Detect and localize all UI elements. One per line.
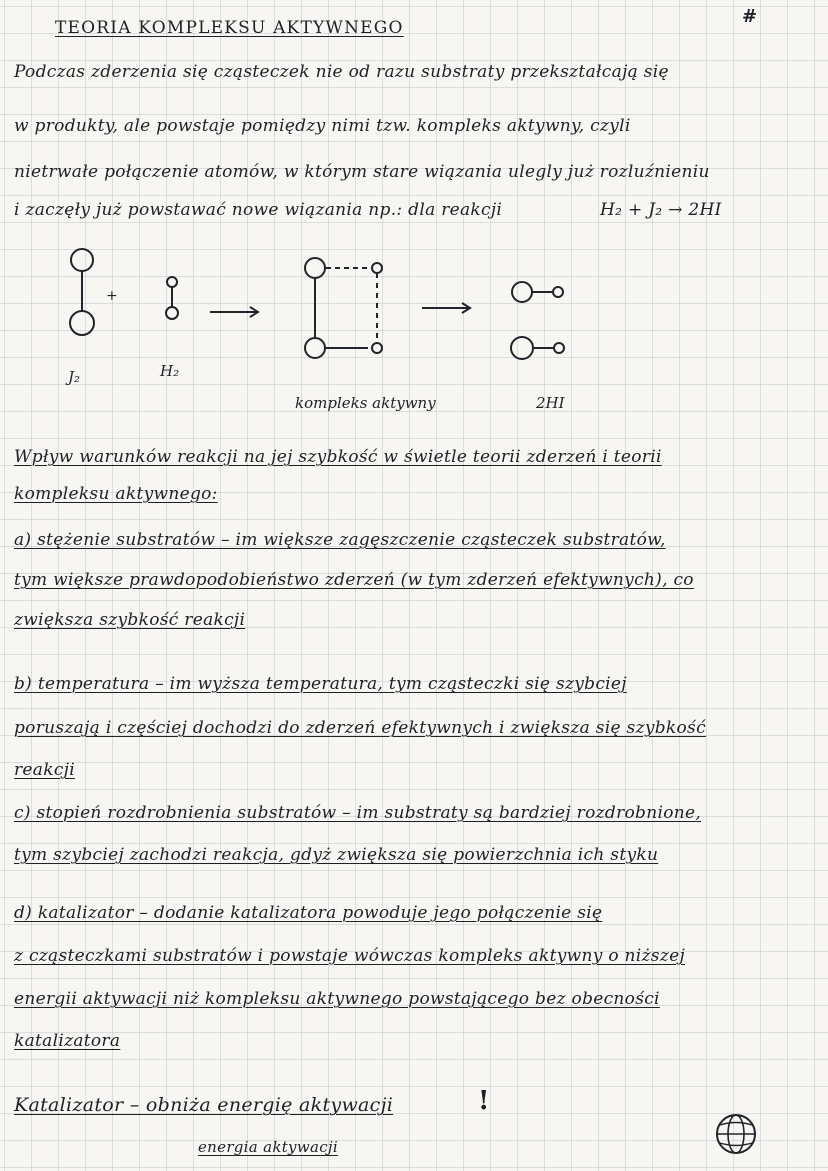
activated-complex xyxy=(305,258,382,358)
conclusion-mark: ! xyxy=(478,1086,490,1116)
factor-line: poruszają i częściej dochodzi do zderzeń efektywnych i zwiększa się szybkość xyxy=(14,718,706,738)
intro-line: w produkty, ale powstaje pomiędzy nimi tzw. kompleks aktywny, czyli xyxy=(14,116,631,136)
hi-molecule xyxy=(511,337,564,359)
intro-line: Podczas zderzenia się cząsteczek nie od razu substraty przekształcają się xyxy=(14,62,669,82)
section-intro-line: Wpływ warunków reakcji na jej szybkość w świetle teorii zderzeń i teorii xyxy=(14,447,662,467)
reaction-diagram xyxy=(50,240,670,420)
factor-line: z cząsteczkami substratów i powstaje wówczas kompleks aktywny o niższej xyxy=(14,946,686,966)
factor-line: energii aktywacji niż kompleksu aktywnego powstającego bez obecności xyxy=(14,989,660,1009)
label-product: 2HI xyxy=(536,394,565,412)
h2-molecule xyxy=(166,277,178,319)
arrow-icon xyxy=(210,307,258,317)
conclusion: Katalizator – obniża energię aktywacji xyxy=(14,1094,394,1116)
factor-line: tym szybciej zachodzi reakcja, gdyż zwiększa się powierzchnia ich styku xyxy=(14,845,659,865)
page-title: TEORIA KOMPLEKSU AKTYWNEGO xyxy=(55,18,404,38)
plus-sign: + xyxy=(106,288,118,304)
factor-line: tym większe prawdopodobieństwo zderzeń (w tym zderzeń efektywnych), co xyxy=(14,570,694,590)
factor-line: a) stężenie substratów – im większe zagęszczenie cząsteczek substratów, xyxy=(14,530,666,550)
globe-stamp-icon xyxy=(712,1110,760,1158)
j2-molecule xyxy=(70,249,94,335)
factor-line: d) katalizator – dodanie katalizatora powoduje jego połączenie się xyxy=(14,903,603,923)
section-intro-line: kompleksu aktywnego: xyxy=(14,484,218,504)
bottom-note: energia aktywacji xyxy=(198,1138,338,1156)
factor-line: c) stopień rozdrobnienia substratów – im substraty są bardziej rozdrobnione, xyxy=(14,803,702,823)
equation: H₂ + J₂ → 2HI xyxy=(600,200,722,220)
factor-line: b) temperatura – im wyższa temperatura, tym cząsteczki się szybciej xyxy=(14,674,627,694)
factor-line: zwiększa szybkość reakcji xyxy=(14,610,246,630)
factor-line: katalizatora xyxy=(14,1031,121,1051)
factor-line: reakcji xyxy=(14,760,75,780)
label-j2: J₂ xyxy=(68,368,81,386)
corner-mark: # xyxy=(742,6,758,27)
intro-line: nietrwałe połączenie atomów, w którym stare wiązania ulegly już rozluźnieniu xyxy=(14,162,710,182)
hi-molecule xyxy=(512,282,563,302)
label-h2: H₂ xyxy=(160,362,180,380)
arrow-icon xyxy=(422,303,470,313)
intro-line: i zaczęły już powstawać nowe wiązania np.: dla reakcji xyxy=(14,200,503,220)
label-complex: kompleks aktywny xyxy=(295,394,436,412)
